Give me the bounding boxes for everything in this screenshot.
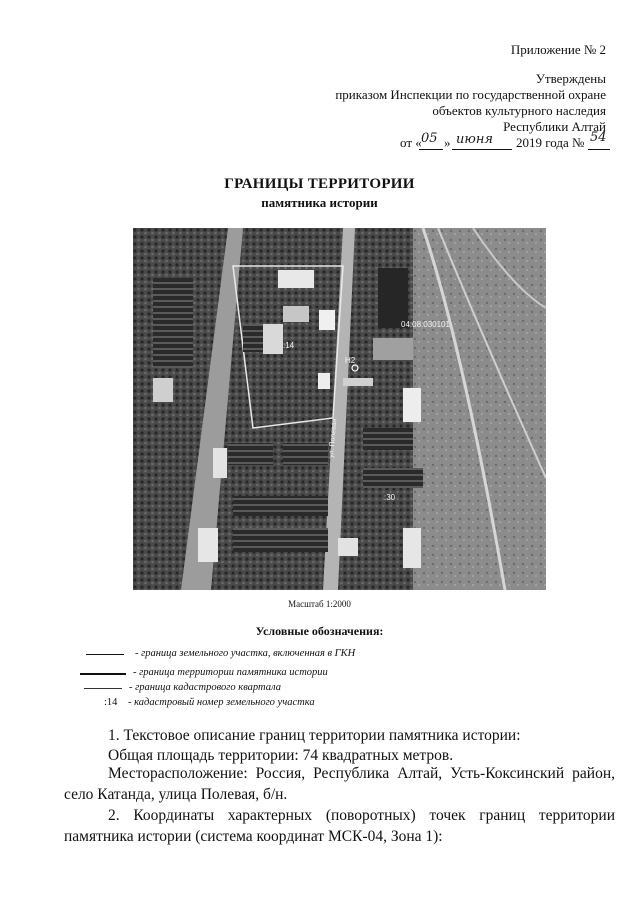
legend-line-bold [80, 673, 126, 675]
building [283, 306, 309, 322]
order-date-line [400, 130, 610, 155]
legend-heading: Условные обозначения: [255, 624, 384, 638]
building [153, 278, 193, 368]
building [338, 538, 358, 556]
total-area: Общая площадь территории: 74 квадратных метров. [108, 747, 454, 764]
legend-item-monument-boundary [0, 667, 639, 681]
page-title: ГРАНИЦЫ ТЕРРИТОРИИ [224, 176, 415, 192]
building [233, 528, 328, 552]
aerial-map [133, 228, 546, 590]
map-label-parcel-30: :30 [384, 493, 396, 502]
order-number-underline [588, 149, 610, 150]
map-label-point-n2: H2 [345, 356, 356, 365]
building [378, 268, 408, 328]
map-label-quarter: 04:08:030101 [401, 320, 450, 329]
date-month-handwritten: июня [456, 132, 493, 147]
legend-line-solid [86, 654, 124, 655]
legend-item-quarter-boundary [0, 682, 639, 696]
map-scale: Масштаб 1:2000 [288, 599, 351, 609]
building [318, 373, 330, 389]
legend-symbol: :14 [104, 697, 118, 708]
legend-item-parcel-boundary [0, 648, 639, 662]
order-line-3: Республики Алтай [503, 119, 606, 134]
map-label-parcel-14: :14 [283, 341, 295, 350]
legend-text: - граница кадастрового квартала [129, 682, 281, 693]
legend-item-cadastral-number [0, 697, 639, 711]
building [263, 324, 283, 354]
legend-text: - граница земельного участка, включенная в ГКН [135, 648, 356, 659]
building [363, 428, 413, 450]
building [198, 528, 218, 562]
building [153, 378, 173, 402]
order-number-handwritten: 54 [590, 130, 607, 145]
building [319, 310, 335, 330]
building [373, 338, 413, 360]
building [363, 468, 423, 488]
date-day-handwritten: 05 [421, 131, 438, 146]
building [233, 496, 328, 516]
date-month-underline [452, 149, 512, 150]
building [403, 388, 421, 422]
building [213, 448, 227, 478]
legend-text: - кадастровый номер земельного участка [128, 697, 315, 708]
date-day-underline [419, 149, 443, 150]
order-line-2: объектов культурного наследия [432, 103, 606, 118]
building [283, 443, 328, 465]
building [343, 378, 373, 386]
building [403, 528, 421, 568]
date-mid: » [444, 135, 451, 150]
location-text: Месторасположение: Россия, Республика Алтай, Усть-Коксинский район, село Катанда, улица Полевая, б/н. [64, 765, 615, 803]
map-label-street: ул. Полевая [328, 418, 339, 459]
order-line-1: приказом Инспекции по государственной охране [335, 87, 606, 102]
legend-text: - граница территории памятника истории [133, 667, 328, 678]
approved-label: Утверждены [535, 71, 606, 86]
date-year: 2019 года № [516, 135, 585, 150]
appendix-label: Приложение № 2 [510, 42, 606, 57]
building [278, 270, 314, 288]
field-east [413, 228, 546, 590]
building [228, 443, 273, 465]
section-1-heading: 1. Текстовое описание границ территории памятника истории: [108, 727, 521, 744]
section-2-heading: 2. Координаты характерных (поворотных) точек границ территории памятника истории (система координат МСК-04, Зона 1): [64, 807, 615, 845]
legend-line-thin [84, 688, 122, 689]
date-prefix: от « [400, 135, 422, 150]
page-subtitle: памятника истории [261, 195, 378, 210]
